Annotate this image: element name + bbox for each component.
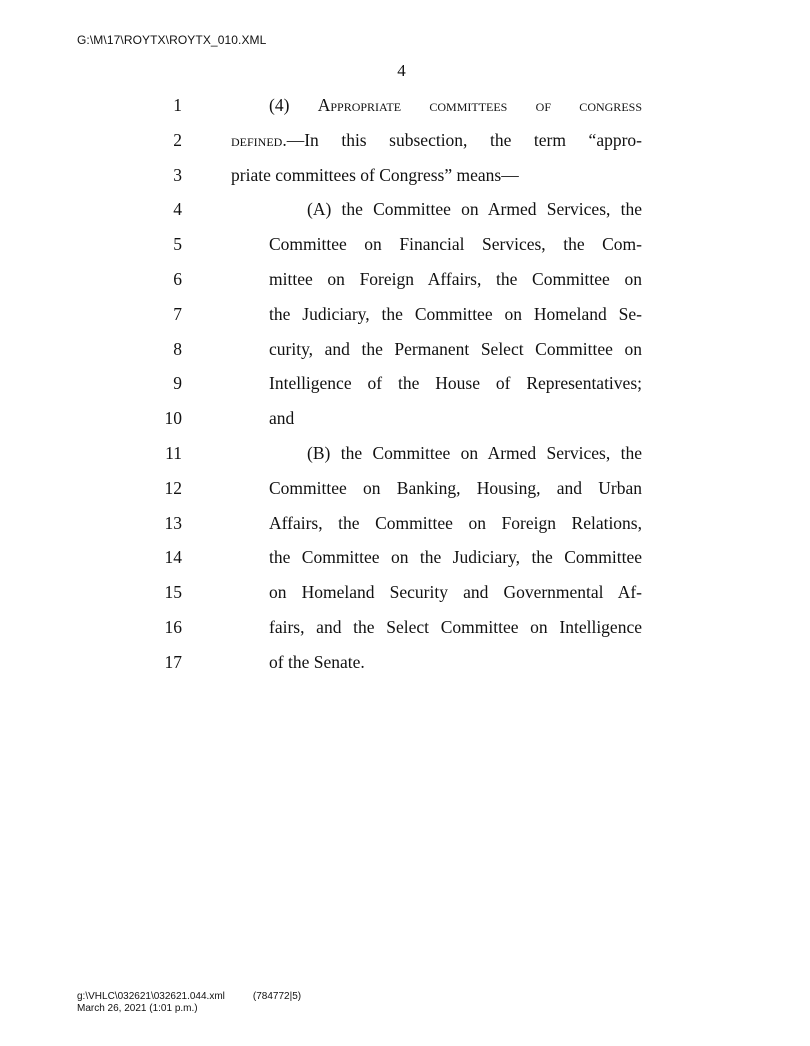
paragraph-heading: Appropriate committees of congress (317, 95, 642, 115)
text-line (0, 610, 810, 645)
line-number: 1 (173, 95, 182, 115)
line-text: fairs, and the Select Committee on Intelligence (269, 616, 642, 637)
header-file-path: G:\M\17\ROYTX\ROYTX_010.XML (77, 33, 267, 47)
line-number: 12 (164, 477, 182, 498)
line-number: 17 (164, 651, 182, 672)
line-number: 9 (173, 373, 182, 394)
text-line (0, 332, 810, 367)
text-line (0, 158, 810, 193)
line-text: mittee on Foreign Affairs, the Committee on (269, 268, 642, 289)
line-text: curity, and the Permanent Select Committee on (269, 338, 642, 359)
text-line (0, 88, 810, 123)
line-body: .—In this subsection, the term “appro- (282, 129, 642, 150)
line-text: the Committee on the Judiciary, the Committee (269, 547, 642, 568)
text-line (0, 540, 810, 575)
line-text: (A) the Committee on Armed Services, the (307, 199, 642, 220)
text-line (0, 192, 810, 227)
text-line (0, 297, 810, 332)
paragraph-designator: (4) (269, 95, 318, 115)
line-number: 11 (165, 442, 182, 463)
line-text: Committee on Banking, Housing, and Urban (269, 477, 642, 498)
line-text (269, 88, 642, 123)
line-number: 6 (173, 268, 182, 289)
line-text: Intelligence of the House of Representatives; (269, 373, 642, 394)
paragraph-heading: defined (231, 129, 283, 150)
text-line (0, 506, 810, 541)
line-number: 7 (173, 303, 182, 324)
line-number: 14 (164, 547, 182, 568)
line-text (231, 123, 642, 158)
line-number: 13 (164, 512, 182, 533)
line-number: 16 (164, 616, 182, 637)
line-number: 5 (173, 234, 182, 255)
footer-timestamp: March 26, 2021 (1:01 p.m.) (77, 1003, 198, 1014)
text-line (0, 366, 810, 401)
line-text: Affairs, the Committee on Foreign Relations, (269, 512, 642, 533)
text-line (0, 471, 810, 506)
line-text: the Judiciary, the Committee on Homeland Se- (269, 303, 642, 324)
text-line (0, 123, 810, 158)
footer-doc-id: (784772|5) (252, 991, 302, 1002)
line-text: and (269, 408, 295, 429)
text-line (0, 227, 810, 262)
line-text: on Homeland Security and Governmental Af- (269, 582, 642, 603)
text-line (0, 645, 810, 680)
line-text: (B) the Committee on Armed Services, the (307, 442, 642, 463)
footer-file-line (77, 991, 301, 1003)
line-number: 3 (173, 164, 182, 185)
footer (77, 991, 301, 1015)
text-line (0, 436, 810, 471)
line-text: Committee on Financial Services, the Com- (269, 234, 642, 255)
bill-text (0, 88, 810, 680)
footer-file-path: g:\VHLC\032621\032621.044.xml (77, 991, 225, 1002)
line-number: 4 (173, 199, 182, 220)
line-number: 2 (173, 129, 182, 150)
line-text: priate committees of Congress” means— (231, 164, 519, 185)
text-line (0, 262, 810, 297)
page-number: 4 (397, 61, 406, 80)
line-text: of the Senate. (269, 651, 365, 672)
line-number: 10 (164, 408, 182, 429)
line-number: 15 (164, 582, 182, 603)
text-line (0, 575, 810, 610)
line-number: 8 (173, 338, 182, 359)
text-line (0, 401, 810, 436)
